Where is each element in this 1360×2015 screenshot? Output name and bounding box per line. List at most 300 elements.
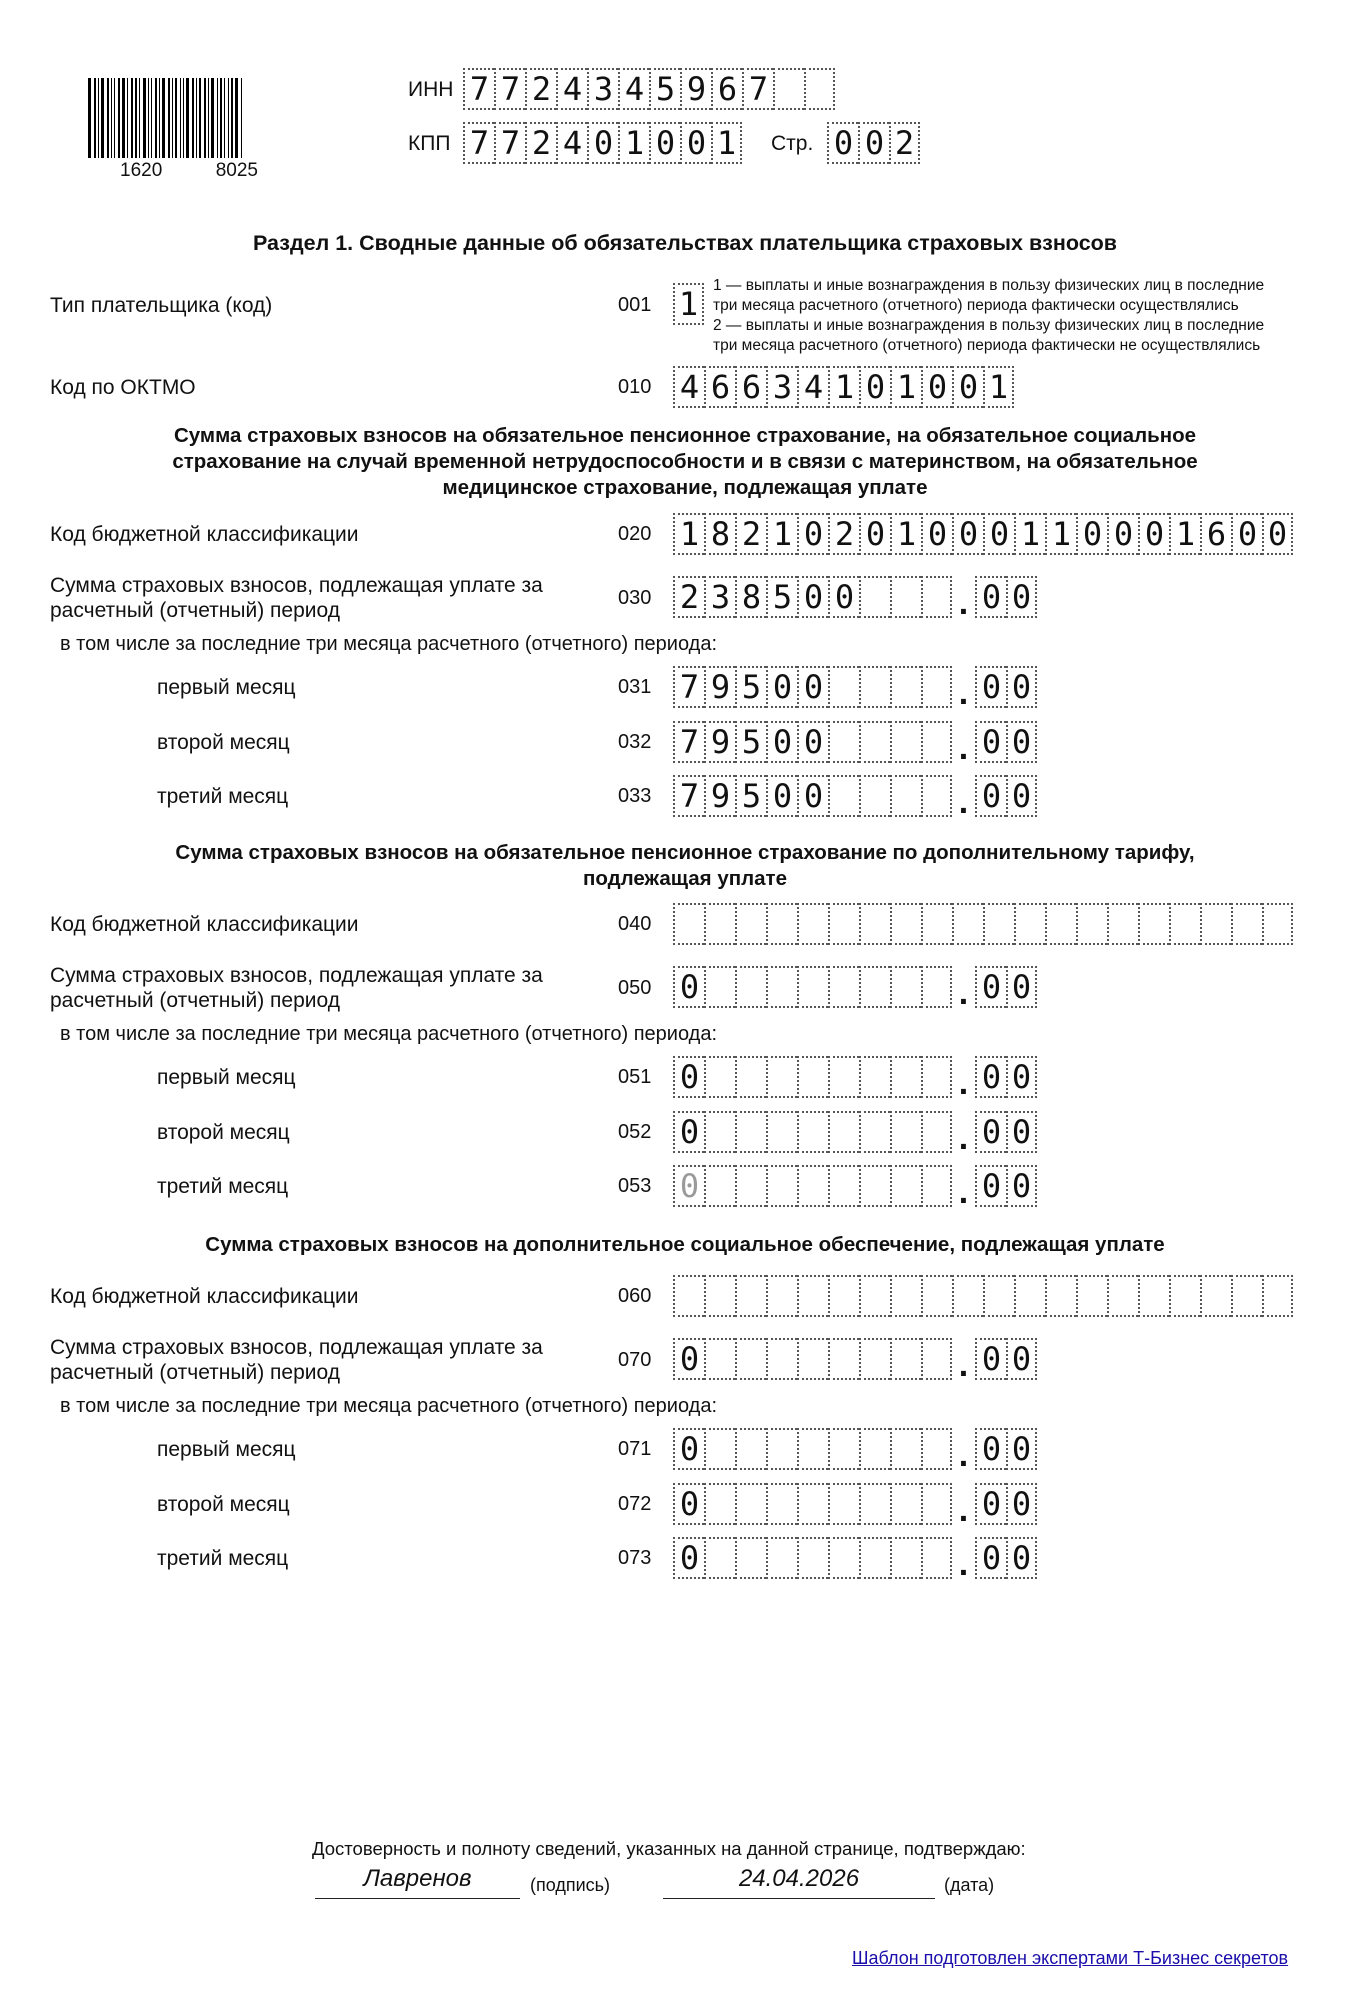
digit-cell[interactable] (859, 775, 890, 817)
digit-cell[interactable] (890, 1338, 921, 1380)
digit-cell[interactable]: 1 (711, 122, 742, 164)
digit-cell[interactable] (828, 903, 859, 945)
digit-cell[interactable] (921, 1165, 952, 1207)
digit-cell[interactable] (766, 1483, 797, 1525)
digit-cell[interactable]: 0 (983, 513, 1014, 555)
barcode-bar (199, 78, 201, 158)
digit-cell[interactable]: 0 (921, 513, 952, 555)
section1-total-rubles[interactable] (673, 576, 952, 618)
digit-cell[interactable] (704, 1483, 735, 1525)
digit-cell[interactable] (921, 1056, 952, 1098)
section2-month-rubles[interactable] (673, 1165, 952, 1207)
digit-cell[interactable] (1262, 1275, 1293, 1317)
digit-cell[interactable] (1107, 1275, 1138, 1317)
digit-cell[interactable]: 0 (673, 1338, 704, 1380)
digit-cell[interactable] (766, 1275, 797, 1317)
digit-cell[interactable] (983, 903, 1014, 945)
section3-month-rubles[interactable] (673, 1428, 952, 1470)
digit-cell[interactable]: 0 (975, 775, 1006, 817)
digit-cell[interactable] (704, 1056, 735, 1098)
digit-cell[interactable]: 0 (797, 576, 828, 618)
section3-total-rubles[interactable] (673, 1338, 952, 1380)
section2-total-rubles[interactable] (673, 966, 952, 1008)
section1-month-kopecks[interactable] (975, 721, 1037, 763)
section1-month-rubles[interactable] (673, 775, 952, 817)
digit-cell[interactable] (766, 1165, 797, 1207)
section3-total-kopecks[interactable] (975, 1338, 1037, 1380)
digit-cell[interactable]: 4 (618, 68, 649, 110)
digit-cell[interactable]: 6 (735, 366, 766, 408)
digit-cell[interactable] (735, 903, 766, 945)
section3-month-kopecks[interactable] (975, 1483, 1037, 1525)
digit-cell[interactable]: 0 (975, 1483, 1006, 1525)
section1-month-label: первый месяц (157, 676, 296, 699)
digit-cell[interactable] (704, 966, 735, 1008)
digit-cell[interactable]: 0 (921, 366, 952, 408)
digit-cell[interactable] (828, 1537, 859, 1579)
digit-cell[interactable]: 0 (975, 1111, 1006, 1153)
section2-total-kopecks[interactable] (975, 966, 1037, 1008)
digit-cell[interactable] (735, 1428, 766, 1470)
section2-month-rubles[interactable] (673, 1056, 952, 1098)
digit-cell[interactable]: 0 (673, 1483, 704, 1525)
digit-cell[interactable] (921, 903, 952, 945)
digit-cell[interactable] (921, 1483, 952, 1525)
digit-cell[interactable]: 1 (828, 366, 859, 408)
digit-cell[interactable] (1014, 903, 1045, 945)
digit-cell[interactable]: 7 (494, 68, 525, 110)
digit-cell[interactable] (890, 1111, 921, 1153)
digit-cell[interactable]: 0 (1006, 1056, 1037, 1098)
digit-cell[interactable]: 0 (1006, 775, 1037, 817)
digit-cell[interactable]: 8 (735, 576, 766, 618)
digit-cell[interactable]: 0 (1006, 721, 1037, 763)
digit-cell[interactable]: 1 (983, 366, 1014, 408)
digit-cell[interactable] (828, 1483, 859, 1525)
digit-cell[interactable] (921, 1428, 952, 1470)
digit-cell[interactable]: 0 (587, 122, 618, 164)
digit-cell[interactable] (859, 966, 890, 1008)
digit-cell[interactable]: 4 (673, 366, 704, 408)
digit-cell[interactable]: 1 (890, 366, 921, 408)
digit-cell[interactable]: 4 (556, 68, 587, 110)
section1-month-kopecks[interactable] (975, 666, 1037, 708)
digit-cell[interactable] (859, 1428, 890, 1470)
digit-cell[interactable] (797, 1111, 828, 1153)
digit-cell[interactable] (1262, 903, 1293, 945)
digit-cell[interactable]: 0 (1006, 666, 1037, 708)
digit-cell[interactable]: 0 (975, 1428, 1006, 1470)
section2-total-amount[interactable] (673, 966, 1037, 1012)
digit-cell[interactable]: 5 (735, 721, 766, 763)
digit-cell[interactable] (828, 1428, 859, 1470)
digit-cell[interactable]: 0 (1231, 513, 1262, 555)
digit-cell[interactable]: 0 (1006, 1428, 1037, 1470)
digit-cell[interactable]: 1 (673, 283, 704, 325)
section3-total-code: 070 (618, 1349, 652, 1371)
digit-cell[interactable] (890, 1537, 921, 1579)
digit-cell[interactable] (1200, 903, 1231, 945)
decimal-point: . (958, 1491, 969, 1529)
digit-cell[interactable]: 9 (680, 68, 711, 110)
section3-month-amount[interactable] (673, 1483, 1037, 1529)
section1-month-amount[interactable] (673, 666, 1037, 712)
date-field[interactable]: 24.04.2026 (663, 1865, 935, 1899)
digit-cell[interactable] (890, 966, 921, 1008)
section3-month-rubles[interactable] (673, 1483, 952, 1525)
digit-cell[interactable]: 3 (587, 68, 618, 110)
digit-cell[interactable] (797, 903, 828, 945)
digit-cell[interactable] (735, 1275, 766, 1317)
digit-cell[interactable]: 0 (952, 366, 983, 408)
digit-cell[interactable]: 0 (797, 775, 828, 817)
digit-cell[interactable] (735, 1056, 766, 1098)
digit-cell[interactable] (766, 1056, 797, 1098)
digit-cell[interactable] (797, 966, 828, 1008)
digit-cell[interactable] (921, 576, 952, 618)
digit-cell[interactable]: 7 (673, 775, 704, 817)
digit-cell[interactable]: 0 (1006, 1165, 1037, 1207)
digit-cell[interactable]: 0 (952, 513, 983, 555)
digit-cell[interactable] (1107, 903, 1138, 945)
digit-cell[interactable] (704, 1165, 735, 1207)
digit-cell[interactable] (921, 1537, 952, 1579)
digit-cell[interactable]: 0 (1006, 1338, 1037, 1380)
digit-cell[interactable] (921, 1275, 952, 1317)
digit-cell[interactable] (859, 721, 890, 763)
digit-cell[interactable]: 0 (680, 122, 711, 164)
digit-cell[interactable] (921, 1338, 952, 1380)
section1-total-amount[interactable] (673, 576, 1037, 622)
digit-cell[interactable]: 1 (890, 513, 921, 555)
digit-cell[interactable] (828, 1056, 859, 1098)
digit-cell[interactable] (1231, 1275, 1262, 1317)
digit-cell[interactable]: 3 (704, 576, 735, 618)
section3-month-kopecks[interactable] (975, 1428, 1037, 1470)
digit-cell[interactable]: 9 (704, 666, 735, 708)
barcode-bar (148, 78, 149, 158)
digit-cell[interactable]: 9 (704, 775, 735, 817)
digit-cell[interactable]: 0 (975, 1537, 1006, 1579)
digit-cell[interactable] (890, 1056, 921, 1098)
digit-cell[interactable] (828, 666, 859, 708)
section1-month-amount[interactable] (673, 721, 1037, 767)
digit-cell[interactable]: 2 (828, 513, 859, 555)
digit-cell[interactable]: 0 (797, 666, 828, 708)
digit-cell[interactable]: 7 (463, 68, 494, 110)
section1-kbk-field[interactable] (673, 513, 1293, 555)
section3-total-amount[interactable] (673, 1338, 1037, 1384)
barcode-bar (111, 78, 112, 158)
digit-cell[interactable] (890, 666, 921, 708)
digit-cell[interactable]: 0 (827, 122, 858, 164)
digit-cell[interactable] (766, 1428, 797, 1470)
digit-cell[interactable]: 0 (1262, 513, 1293, 555)
digit-cell[interactable] (735, 1483, 766, 1525)
digit-cell[interactable] (890, 1428, 921, 1470)
digit-cell[interactable] (859, 1537, 890, 1579)
digit-cell[interactable] (828, 1111, 859, 1153)
digit-cell[interactable] (859, 903, 890, 945)
barcode-bar (98, 78, 99, 158)
digit-cell[interactable]: 5 (735, 775, 766, 817)
kpp-field[interactable] (463, 122, 742, 164)
digit-cell[interactable] (859, 1275, 890, 1317)
digit-cell[interactable] (735, 1111, 766, 1153)
section2-kbk-field[interactable] (673, 903, 1293, 945)
digit-cell[interactable]: 4 (797, 366, 828, 408)
digit-cell[interactable] (766, 903, 797, 945)
inn-field[interactable] (463, 68, 835, 110)
page-number-field[interactable] (827, 122, 920, 164)
digit-cell[interactable] (921, 775, 952, 817)
digit-cell[interactable]: 0 (797, 513, 828, 555)
digit-cell[interactable]: 0 (975, 1165, 1006, 1207)
barcode-bar (114, 78, 115, 158)
digit-cell[interactable] (766, 1537, 797, 1579)
digit-cell[interactable]: 2 (735, 513, 766, 555)
digit-cell[interactable] (766, 1338, 797, 1380)
digit-cell[interactable] (704, 1428, 735, 1470)
digit-cell[interactable] (890, 1165, 921, 1207)
section1-month-kopecks[interactable] (975, 775, 1037, 817)
signature[interactable]: Лавренов (315, 1865, 520, 1899)
digit-cell[interactable] (704, 1338, 735, 1380)
section1-heading-line-2: страхование на случай временной нетрудоспособности и в связи с материнством, на обязательное (172, 450, 1198, 473)
section1-total-label (50, 573, 543, 623)
digit-cell[interactable] (735, 1537, 766, 1579)
section3-month-label: третий месяц (157, 1547, 289, 1570)
digit-cell[interactable] (1169, 1275, 1200, 1317)
digit-cell[interactable] (797, 1165, 828, 1207)
digit-cell[interactable]: 1 (1014, 513, 1045, 555)
section3-month-label: второй месяц (157, 1493, 290, 1516)
digit-cell[interactable] (1076, 903, 1107, 945)
digit-cell[interactable]: 2 (673, 576, 704, 618)
digit-cell[interactable]: 1 (673, 513, 704, 555)
digit-cell[interactable]: 0 (1006, 966, 1037, 1008)
digit-cell[interactable] (1231, 903, 1262, 945)
section1-kbk-code: 020 (618, 523, 652, 545)
digit-cell[interactable] (921, 966, 952, 1008)
digit-cell[interactable] (766, 1111, 797, 1153)
digit-cell[interactable] (1076, 1275, 1107, 1317)
digit-cell[interactable] (797, 1537, 828, 1579)
digit-cell[interactable]: 0 (975, 1338, 1006, 1380)
digit-cell[interactable]: 0 (859, 513, 890, 555)
section1-month-amount[interactable] (673, 775, 1037, 821)
digit-cell[interactable] (890, 1483, 921, 1525)
barcode-bar (235, 78, 238, 158)
digit-cell[interactable] (859, 1056, 890, 1098)
barcode-bar (155, 78, 157, 158)
digit-cell[interactable]: 7 (742, 68, 773, 110)
digit-cell[interactable]: 2 (525, 122, 556, 164)
section3-incl-label: в том числе за последние три месяца расчетного (отчетного) периода: (60, 1395, 718, 1417)
digit-cell[interactable]: 0 (673, 1056, 704, 1098)
digit-cell[interactable]: 0 (766, 721, 797, 763)
digit-cell[interactable] (804, 68, 835, 110)
barcode-bar (94, 78, 96, 158)
digit-cell[interactable] (859, 1338, 890, 1380)
digit-cell[interactable] (952, 903, 983, 945)
decimal-point: . (958, 974, 969, 1012)
digit-cell[interactable]: 3 (766, 366, 797, 408)
digit-cell[interactable] (1138, 1275, 1169, 1317)
digit-cell[interactable]: 0 (766, 775, 797, 817)
section1-total-kopecks[interactable] (975, 576, 1037, 618)
digit-cell[interactable]: 0 (649, 122, 680, 164)
digit-cell[interactable]: 1 (1045, 513, 1076, 555)
digit-cell[interactable]: 0 (766, 666, 797, 708)
digit-cell[interactable] (704, 903, 735, 945)
digit-cell[interactable]: 6 (711, 68, 742, 110)
digit-cell[interactable] (704, 1275, 735, 1317)
digit-cell[interactable]: 2 (889, 122, 920, 164)
digit-cell[interactable] (921, 666, 952, 708)
digit-cell[interactable] (828, 775, 859, 817)
digit-cell[interactable]: 4 (556, 122, 587, 164)
digit-cell[interactable]: 0 (975, 666, 1006, 708)
digit-cell[interactable] (828, 721, 859, 763)
digit-cell[interactable] (1045, 903, 1076, 945)
digit-cell[interactable] (890, 903, 921, 945)
digit-cell[interactable]: 0 (975, 721, 1006, 763)
digit-cell[interactable]: 6 (1200, 513, 1231, 555)
digit-cell[interactable] (890, 576, 921, 618)
section1-month-rubles[interactable] (673, 721, 952, 763)
digit-cell[interactable] (766, 966, 797, 1008)
digit-cell[interactable] (735, 966, 766, 1008)
digit-cell[interactable]: 5 (649, 68, 680, 110)
digit-cell[interactable]: 5 (766, 576, 797, 618)
digit-cell[interactable] (859, 1483, 890, 1525)
digit-cell[interactable]: 1 (618, 122, 649, 164)
digit-cell[interactable]: 7 (673, 721, 704, 763)
digit-cell[interactable] (828, 1165, 859, 1207)
section3-month-amount[interactable] (673, 1537, 1037, 1583)
digit-cell[interactable]: 0 (1006, 576, 1037, 618)
digit-cell[interactable]: 5 (735, 666, 766, 708)
digit-cell[interactable] (797, 1275, 828, 1317)
section3-kbk-field[interactable] (673, 1275, 1293, 1317)
digit-cell[interactable]: 0 (1006, 1537, 1037, 1579)
digit-cell[interactable] (1014, 1275, 1045, 1317)
section2-month-amount[interactable] (673, 1111, 1037, 1157)
digit-cell[interactable] (797, 1056, 828, 1098)
digit-cell[interactable]: 0 (673, 1428, 704, 1470)
digit-cell[interactable] (735, 1165, 766, 1207)
barcode-bar (131, 78, 133, 158)
digit-cell[interactable]: 0 (673, 1111, 704, 1153)
digit-cell[interactable]: 0 (975, 966, 1006, 1008)
section3-month-rubles[interactable] (673, 1537, 952, 1579)
digit-cell[interactable] (890, 775, 921, 817)
digit-cell[interactable] (773, 68, 804, 110)
digit-cell[interactable] (921, 1111, 952, 1153)
digit-cell[interactable]: 0 (975, 1056, 1006, 1098)
digit-cell[interactable] (952, 1275, 983, 1317)
digit-cell[interactable] (859, 576, 890, 618)
oktmo-field[interactable] (673, 366, 1014, 408)
digit-cell[interactable]: 1 (1169, 513, 1200, 555)
section2-month-amount[interactable] (673, 1165, 1037, 1211)
section2-month-kopecks[interactable] (975, 1111, 1037, 1153)
digit-cell[interactable]: 0 (975, 576, 1006, 618)
digit-cell[interactable] (859, 1111, 890, 1153)
digit-cell[interactable]: 0 (859, 366, 890, 408)
digit-cell[interactable] (1169, 903, 1200, 945)
payer-type-field[interactable] (673, 283, 704, 325)
digit-cell[interactable] (797, 1428, 828, 1470)
section3-month-kopecks[interactable] (975, 1537, 1037, 1579)
digit-cell[interactable]: 0 (1006, 1111, 1037, 1153)
digit-cell[interactable] (890, 1275, 921, 1317)
digit-cell[interactable] (797, 1483, 828, 1525)
digit-cell[interactable] (983, 1275, 1014, 1317)
section3-heading (0, 1232, 1360, 1258)
digit-cell[interactable] (890, 721, 921, 763)
digit-cell[interactable] (828, 1338, 859, 1380)
digit-cell[interactable]: 0 (1107, 513, 1138, 555)
section2-month-rubles[interactable] (673, 1111, 952, 1153)
digit-cell[interactable]: 8 (704, 513, 735, 555)
section1-month-rubles[interactable] (673, 666, 952, 708)
digit-cell[interactable] (828, 966, 859, 1008)
digit-cell[interactable] (1138, 903, 1169, 945)
digit-cell[interactable]: 0 (673, 966, 704, 1008)
digit-cell[interactable] (673, 1275, 704, 1317)
digit-cell[interactable]: 0 (858, 122, 889, 164)
section2-month-amount[interactable] (673, 1056, 1037, 1102)
digit-cell[interactable] (828, 1275, 859, 1317)
section3-month-amount[interactable] (673, 1428, 1037, 1474)
page-title: Раздел 1. Сводные данные об обязательствах плательщика страховых взносов (253, 231, 1117, 255)
section2-month-kopecks[interactable] (975, 1165, 1037, 1207)
digit-cell[interactable]: 2 (525, 68, 556, 110)
digit-cell[interactable] (1045, 1275, 1076, 1317)
digit-cell[interactable]: 0 (828, 576, 859, 618)
section3-month-label: первый месяц (157, 1438, 296, 1461)
digit-cell[interactable] (704, 1537, 735, 1579)
digit-cell[interactable] (1200, 1275, 1231, 1317)
digit-cell[interactable]: 7 (463, 122, 494, 164)
digit-cell[interactable] (735, 1338, 766, 1380)
digit-cell[interactable]: 0 (1138, 513, 1169, 555)
digit-cell[interactable]: 0 (673, 1165, 704, 1207)
digit-cell[interactable] (859, 1165, 890, 1207)
template-author-link[interactable]: Шаблон подготовлен экспертами Т-Бизнес секретов (852, 1948, 1289, 1968)
decimal-point: . (958, 1064, 969, 1102)
digit-cell[interactable] (797, 1338, 828, 1380)
digit-cell[interactable] (673, 903, 704, 945)
digit-cell[interactable] (921, 721, 952, 763)
section1-total-code: 030 (618, 587, 652, 609)
digit-cell[interactable]: 0 (673, 1537, 704, 1579)
digit-cell[interactable]: 0 (1076, 513, 1107, 555)
digit-cell[interactable]: 7 (494, 122, 525, 164)
digit-cell[interactable] (859, 666, 890, 708)
digit-cell[interactable]: 7 (673, 666, 704, 708)
digit-cell[interactable]: 6 (704, 366, 735, 408)
digit-cell[interactable] (704, 1111, 735, 1153)
barcode-left-number: 1620 (120, 160, 163, 181)
digit-cell[interactable]: 9 (704, 721, 735, 763)
digit-cell[interactable]: 0 (1006, 1483, 1037, 1525)
digit-cell[interactable]: 1 (766, 513, 797, 555)
section2-month-kopecks[interactable] (975, 1056, 1037, 1098)
digit-cell[interactable]: 0 (797, 721, 828, 763)
